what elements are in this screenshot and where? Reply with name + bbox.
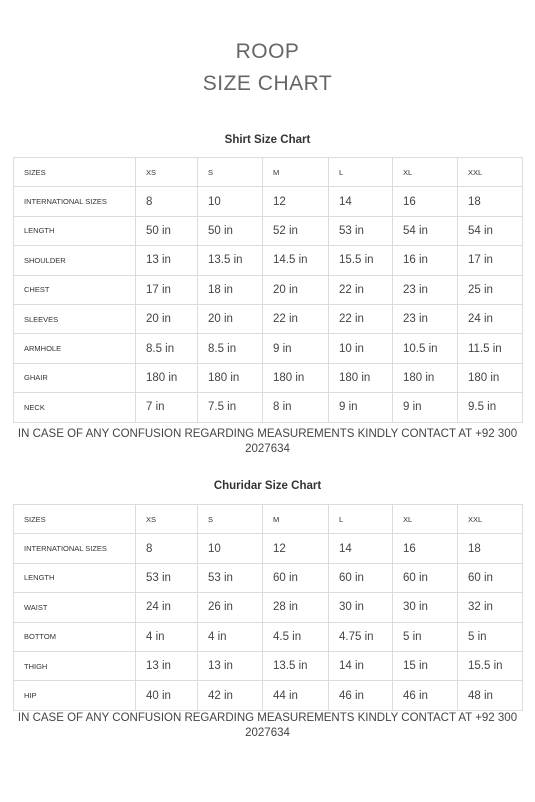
table-cell: 18 xyxy=(458,187,523,216)
table-cell: 9.5 in xyxy=(458,393,523,422)
table-cell: 10.5 in xyxy=(393,334,458,363)
table-cell: 30 in xyxy=(393,593,458,622)
column-header: SIZES xyxy=(14,158,136,187)
table-cell: 4 in xyxy=(198,622,263,651)
table-cell: 26 in xyxy=(198,593,263,622)
table-cell: 20 in xyxy=(136,304,198,333)
churidar-contact-note: IN CASE OF ANY CONFUSION REGARDING MEASUREMENTS KINDLY CONTACT AT +92 300 2027634 xyxy=(17,712,518,739)
table-cell: 25 in xyxy=(458,275,523,304)
row-label: GHAIR xyxy=(14,363,136,392)
table-row xyxy=(14,593,523,622)
table-cell: 40 in xyxy=(136,681,198,710)
column-header: XXL xyxy=(458,505,523,534)
table-cell: 8 in xyxy=(263,393,329,422)
table-cell: 53 in xyxy=(329,216,393,245)
row-label: LENGTH xyxy=(14,563,136,592)
table-cell: 14 xyxy=(329,534,393,563)
column-header: SIZES xyxy=(14,505,136,534)
table-row xyxy=(14,275,523,304)
table-cell: 42 in xyxy=(198,681,263,710)
row-label: CHEST xyxy=(14,275,136,304)
table-cell: 23 in xyxy=(393,304,458,333)
table-row xyxy=(14,681,523,710)
table-cell: 14 in xyxy=(329,651,393,680)
column-header: XL xyxy=(393,158,458,187)
table-cell: 180 in xyxy=(136,363,198,392)
shirt-contact-note: IN CASE OF ANY CONFUSION REGARDING MEASUREMENTS KINDLY CONTACT AT +92 300 2027634 xyxy=(17,428,518,455)
shirt-size-table xyxy=(13,157,523,423)
table-header-row xyxy=(14,158,523,187)
table-cell: 4.5 in xyxy=(263,622,329,651)
table-cell: 53 in xyxy=(198,563,263,592)
table-cell: 24 in xyxy=(458,304,523,333)
table-cell: 13.5 in xyxy=(263,651,329,680)
table-cell: 7 in xyxy=(136,393,198,422)
table-row xyxy=(14,393,523,422)
row-label: ARMHOLE xyxy=(14,334,136,363)
column-header: L xyxy=(329,505,393,534)
table-cell: 12 xyxy=(263,187,329,216)
row-label: HIP xyxy=(14,681,136,710)
table-cell: 18 in xyxy=(198,275,263,304)
table-cell: 180 in xyxy=(198,363,263,392)
table-row xyxy=(14,563,523,592)
column-header: S xyxy=(198,158,263,187)
table-cell: 13 in xyxy=(136,651,198,680)
table-row xyxy=(14,334,523,363)
table-cell: 180 in xyxy=(458,363,523,392)
row-label: INTERNATIONAL SIZES xyxy=(14,187,136,216)
table-cell: 28 in xyxy=(263,593,329,622)
table-cell: 30 in xyxy=(329,593,393,622)
column-header: XL xyxy=(393,505,458,534)
table-cell: 24 in xyxy=(136,593,198,622)
table-cell: 4.75 in xyxy=(329,622,393,651)
table-cell: 52 in xyxy=(263,216,329,245)
table-row xyxy=(14,651,523,680)
column-header: XS xyxy=(136,158,198,187)
table-cell: 10 xyxy=(198,187,263,216)
table-cell: 54 in xyxy=(458,216,523,245)
row-label: BOTTOM xyxy=(14,622,136,651)
table-cell: 8 xyxy=(136,187,198,216)
column-header: L xyxy=(329,158,393,187)
table-cell: 15.5 in xyxy=(329,246,393,275)
table-cell: 53 in xyxy=(136,563,198,592)
table-row xyxy=(14,187,523,216)
table-cell: 15 in xyxy=(393,651,458,680)
table-row xyxy=(14,246,523,275)
table-cell: 180 in xyxy=(393,363,458,392)
table-cell: 14 xyxy=(329,187,393,216)
table-cell: 11.5 in xyxy=(458,334,523,363)
table-cell: 15.5 in xyxy=(458,651,523,680)
column-header: S xyxy=(198,505,263,534)
table-cell: 9 in xyxy=(393,393,458,422)
column-header: XXL xyxy=(458,158,523,187)
churidar-chart-title: Churidar Size Chart xyxy=(213,480,322,492)
churidar-size-table xyxy=(13,504,523,711)
table-cell: 22 in xyxy=(329,304,393,333)
table-cell: 4 in xyxy=(136,622,198,651)
table-row xyxy=(14,363,523,392)
table-cell: 7.5 in xyxy=(198,393,263,422)
table-cell: 32 in xyxy=(458,593,523,622)
brand-name: ROOP xyxy=(235,40,300,63)
table-cell: 9 in xyxy=(329,393,393,422)
row-label: LENGTH xyxy=(14,216,136,245)
row-label: WAIST xyxy=(14,593,136,622)
table-header-row xyxy=(14,505,523,534)
table-row xyxy=(14,534,523,563)
table-cell: 60 in xyxy=(329,563,393,592)
column-header: XS xyxy=(136,505,198,534)
column-header: M xyxy=(263,505,329,534)
table-cell: 16 xyxy=(393,534,458,563)
row-label: THIGH xyxy=(14,651,136,680)
table-cell: 22 in xyxy=(329,275,393,304)
table-row xyxy=(14,304,523,333)
table-cell: 10 xyxy=(198,534,263,563)
table-cell: 180 in xyxy=(329,363,393,392)
page-header xyxy=(0,36,535,100)
table-cell: 18 xyxy=(458,534,523,563)
column-header: M xyxy=(263,158,329,187)
table-cell: 46 in xyxy=(329,681,393,710)
table-cell: 10 in xyxy=(329,334,393,363)
table-cell: 5 in xyxy=(458,622,523,651)
table-cell: 23 in xyxy=(393,275,458,304)
table-cell: 46 in xyxy=(393,681,458,710)
table-cell: 50 in xyxy=(198,216,263,245)
table-cell: 13.5 in xyxy=(198,246,263,275)
table-cell: 60 in xyxy=(263,563,329,592)
shirt-chart-title: Shirt Size Chart xyxy=(224,134,311,146)
table-cell: 17 in xyxy=(458,246,523,275)
table-cell: 5 in xyxy=(393,622,458,651)
row-label: NECK xyxy=(14,393,136,422)
table-cell: 50 in xyxy=(136,216,198,245)
table-row xyxy=(14,216,523,245)
table-cell: 8.5 in xyxy=(136,334,198,363)
table-cell: 17 in xyxy=(136,275,198,304)
row-label: SLEEVES xyxy=(14,304,136,333)
table-cell: 8 xyxy=(136,534,198,563)
table-cell: 48 in xyxy=(458,681,523,710)
table-cell: 60 in xyxy=(393,563,458,592)
table-cell: 8.5 in xyxy=(198,334,263,363)
table-cell: 9 in xyxy=(263,334,329,363)
table-cell: 180 in xyxy=(263,363,329,392)
table-row xyxy=(14,622,523,651)
table-cell: 54 in xyxy=(393,216,458,245)
table-cell: 13 in xyxy=(198,651,263,680)
row-label: INTERNATIONAL SIZES xyxy=(14,534,136,563)
table-cell: 22 in xyxy=(263,304,329,333)
table-cell: 16 in xyxy=(393,246,458,275)
table-cell: 60 in xyxy=(458,563,523,592)
table-cell: 14.5 in xyxy=(263,246,329,275)
row-label: SHOULDER xyxy=(14,246,136,275)
table-cell: 20 in xyxy=(263,275,329,304)
page-title: SIZE CHART xyxy=(202,72,333,95)
table-cell: 44 in xyxy=(263,681,329,710)
table-cell: 20 in xyxy=(198,304,263,333)
table-cell: 13 in xyxy=(136,246,198,275)
table-cell: 12 xyxy=(263,534,329,563)
table-cell: 16 xyxy=(393,187,458,216)
